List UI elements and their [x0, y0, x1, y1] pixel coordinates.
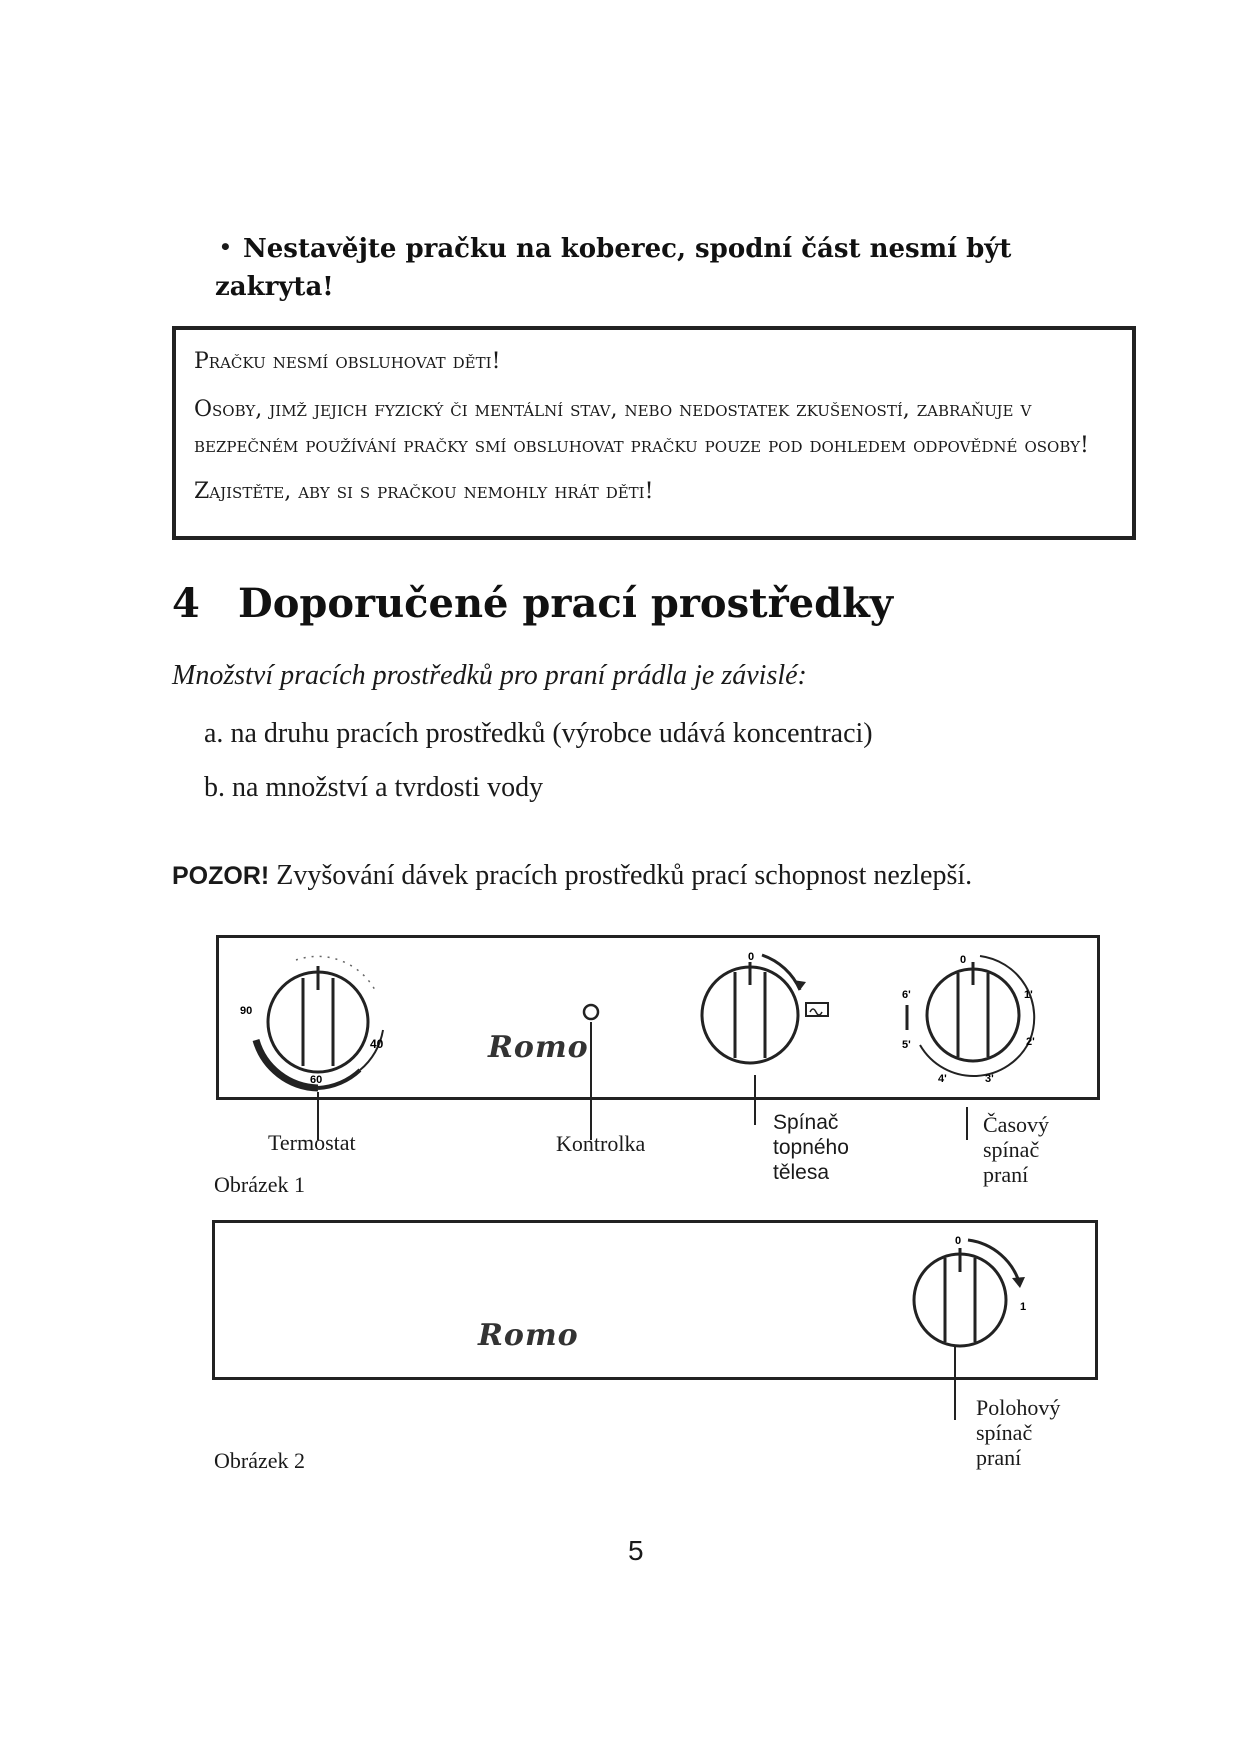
- notice-text: Zvyšování dávek pracích prostředků prací schopnost nezlepší.: [276, 860, 973, 891]
- brand-logo-figure-1: Romo: [488, 1030, 589, 1065]
- section-number: 4: [172, 580, 200, 627]
- timer-mark-4: 4': [938, 1073, 947, 1085]
- page-number: 5: [628, 1535, 644, 1566]
- label-position-switch: [976, 1395, 1060, 1470]
- indicator-lamp: [584, 1005, 598, 1140]
- timer-mark-2: 2': [1026, 1036, 1035, 1048]
- intro-text: Množství pracích prostředků pro praní prádla je závislé:: [172, 660, 807, 691]
- timer-mark-1: 1': [1024, 989, 1033, 1001]
- brand-logo-figure-2: Romo: [478, 1318, 579, 1353]
- control-panel-figure-2: [212, 1220, 1098, 1380]
- label-timer: [983, 1112, 1049, 1187]
- thermostat-knob: [240, 956, 384, 1088]
- figure-1-caption: Obrázek 1: [214, 1172, 306, 1197]
- timer-mark-5: 5': [902, 1039, 911, 1051]
- bullet-text-content: Nestavějte pračku na koberec, spodní část nesmí být zakryta!: [215, 234, 1012, 302]
- list-marker: b.: [204, 772, 225, 803]
- label-line: spínač: [983, 1137, 1040, 1162]
- label-line: tělesa: [773, 1161, 830, 1184]
- heater-switch-knob: [702, 951, 828, 1063]
- list-text: na množství a tvrdosti vody: [232, 772, 544, 803]
- label-line: spínač: [976, 1420, 1033, 1445]
- timer-mark-6: 6': [902, 989, 911, 1001]
- timer-knob: [902, 954, 1035, 1085]
- section-title: Doporučené prací prostředky: [238, 580, 894, 627]
- figure-2-caption: Obrázek 2: [214, 1448, 306, 1473]
- timer-mark-0: 0: [960, 954, 967, 966]
- warning-line-2: Osoby, jimž jejich fyzický či mentální stav, nebo nedostatek zkušeností, zabraňuje v bezpečném používání pračky smí obsluhovat pračku pouze pod dohledem odpovědné osoby!: [194, 397, 1089, 458]
- label-line: Spínač: [773, 1111, 839, 1134]
- list-text: na druhu pracích prostředků (výrobce udává koncentraci): [230, 718, 873, 749]
- label-line: topného: [773, 1136, 849, 1159]
- warning-line-3: Zajistěte, aby si s pračkou nemohly hrát děti!: [194, 479, 654, 504]
- list-marker: a.: [204, 718, 224, 749]
- thermostat-mark-90: 90: [240, 1005, 253, 1017]
- heater-mark-0: 0: [748, 951, 755, 963]
- label-line: Polohový: [976, 1395, 1061, 1420]
- notice-label: POZOR!: [172, 862, 270, 890]
- bullet-dot: •: [219, 235, 232, 259]
- thermostat-mark-60: 60: [310, 1074, 323, 1086]
- label-indicator: Kontrolka: [556, 1131, 646, 1156]
- warning-line-1: Pračku nesmí obsluhovat děti!: [194, 349, 501, 374]
- label-line: praní: [976, 1445, 1022, 1470]
- switch-mark-0: 0: [955, 1235, 962, 1247]
- label-thermostat: Termostat: [268, 1130, 356, 1155]
- label-heater-switch: [773, 1110, 849, 1185]
- thermostat-mark-40: 40: [370, 1037, 384, 1051]
- label-line: Časový: [983, 1112, 1049, 1137]
- label-line: praní: [983, 1162, 1029, 1187]
- switch-mark-1: 1: [1020, 1301, 1027, 1313]
- timer-mark-3: 3': [985, 1073, 994, 1085]
